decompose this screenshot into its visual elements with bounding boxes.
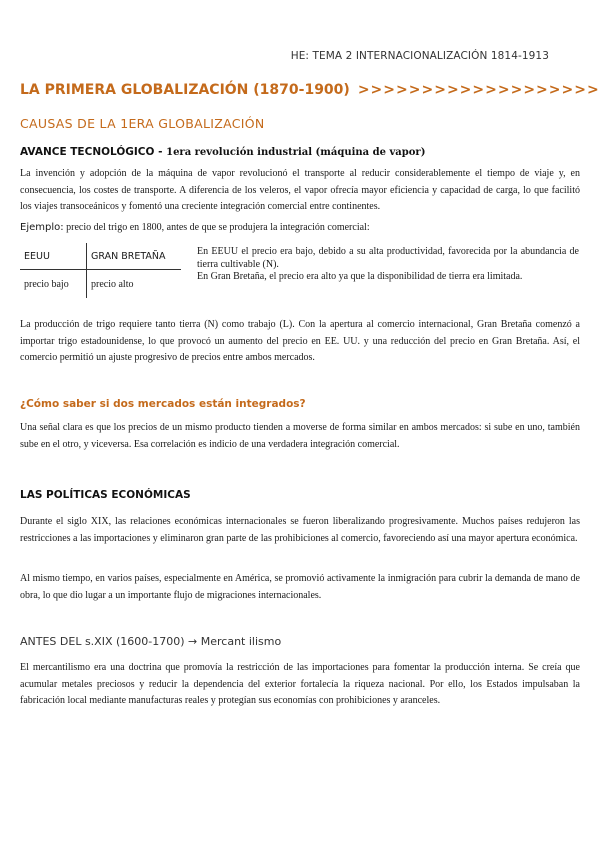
table-cell: precio bajo [20, 270, 87, 299]
title-text: LA PRIMERA GLOBALIZACIÓN (1870-1900) [20, 82, 350, 98]
paragraph-immigration: Al mismo tiempo, en varios países, especialmente en América, se promovió activamente la inmigración para cubrir la demanda de mano de obra, lo que dio lugar a un importante flujo de migraciones internacionales. [20, 573, 580, 601]
example-text: precio del trigo en 1800, antes de que se produjera la integración comercial: [66, 222, 370, 233]
subheading-tech-advance [20, 146, 425, 158]
section-title-policies: LAS POLÍTICAS ECONÓMICAS [20, 489, 191, 501]
paragraph-market-integration: Una señal clara es que los precios de un mismo producto tienden a moverse de forma similar en ambos mercados: si sube en uno, también sube en el otro, y viceversa. Esa correlación es indicio de una verdadera integración comercial. [20, 422, 580, 450]
table-row [20, 243, 181, 270]
title-arrows: >>>>>>>>>>>>>>>>>>> [357, 82, 600, 98]
subheading-main: AVANCE TECNOLÓGICO - [20, 146, 167, 158]
table-header-cell: GRAN BRETAÑA [87, 243, 182, 270]
page-title [20, 82, 600, 98]
example-label: Ejemplo: [20, 222, 64, 233]
table-row [20, 270, 181, 299]
side-note-usa: En EEUU el precio era bajo, debido a su alta productividad, favorecida por la abundancia de tierra cultivable (N). [197, 246, 579, 270]
paragraph-steam-engine: La invención y adopción de la máquina de vapor revolucionó el transporte al reducir considerablemente el tiempo de viaje y, en consecuencia, los costes de transporte. A diferencia de los veleros, el vapor ofrecía mayor eficiencia y capacidad de carga, lo que facilitó los viajes transoceánicos y fomentó una creciente integración comercial entre continentes. [20, 168, 580, 212]
example-line [20, 222, 370, 233]
table-cell: precio alto [91, 278, 134, 290]
paragraph-wheat-trade: La producción de trigo requiere tanto tierra (N) como trabajo (L). Con la apertura al comercio internacional, Gran Bretaña comenzó a importar trigo estadounidense, lo que provocó un aumento del precio en EE. UU. y una reducción del precio en Gran Bretaña. Así, el comercio permitió un ajuste progresivo de precios entre ambos mercados. [20, 319, 580, 363]
question-heading: ¿Cómo saber si dos mercados están integrados? [20, 398, 306, 410]
paragraph-mercantilism: El mercantilismo era una doctrina que promovía la restricción de las importaciones para fomentar la producción interna. Se creía que acumular metales preciosos y reducir la dependencia del exterior fortalecía la riqueza nacional. Por ello, los Estados impulsaban la fabricación local mediante manufacturas reales y protegían sus economías con prohibiciones y aranceles. [20, 662, 580, 706]
subheading-detail: 1era revolución industrial (máquina de vapor) [166, 147, 426, 158]
paragraph-liberalization: Durante el siglo XIX, las relaciones económicas internacionales se fueron liberalizando progresivamente. Muchos países redujeron las restricciones a las importaciones y eliminaron gran parte de las prohibiciones al comercio, favoreciendo así una mayor apertura económica. [20, 516, 580, 544]
wheat-price-table [20, 243, 181, 298]
section-title-causes: CAUSAS DE LA 1ERA GLOBALIZACIÓN [20, 116, 265, 131]
table-header-cell: EEUU [20, 243, 87, 270]
mercantilism-heading: ANTES DEL s.XIX (1600-1700) → Mercant ilismo [20, 635, 282, 648]
side-note-britain: En Gran Bretaña, el precio era alto ya que la disponibilidad de tierra era limitada. [197, 271, 523, 282]
course-header: HE: TEMA 2 INTERNACIONALIZACIÓN 1814-1913 [290, 50, 549, 62]
